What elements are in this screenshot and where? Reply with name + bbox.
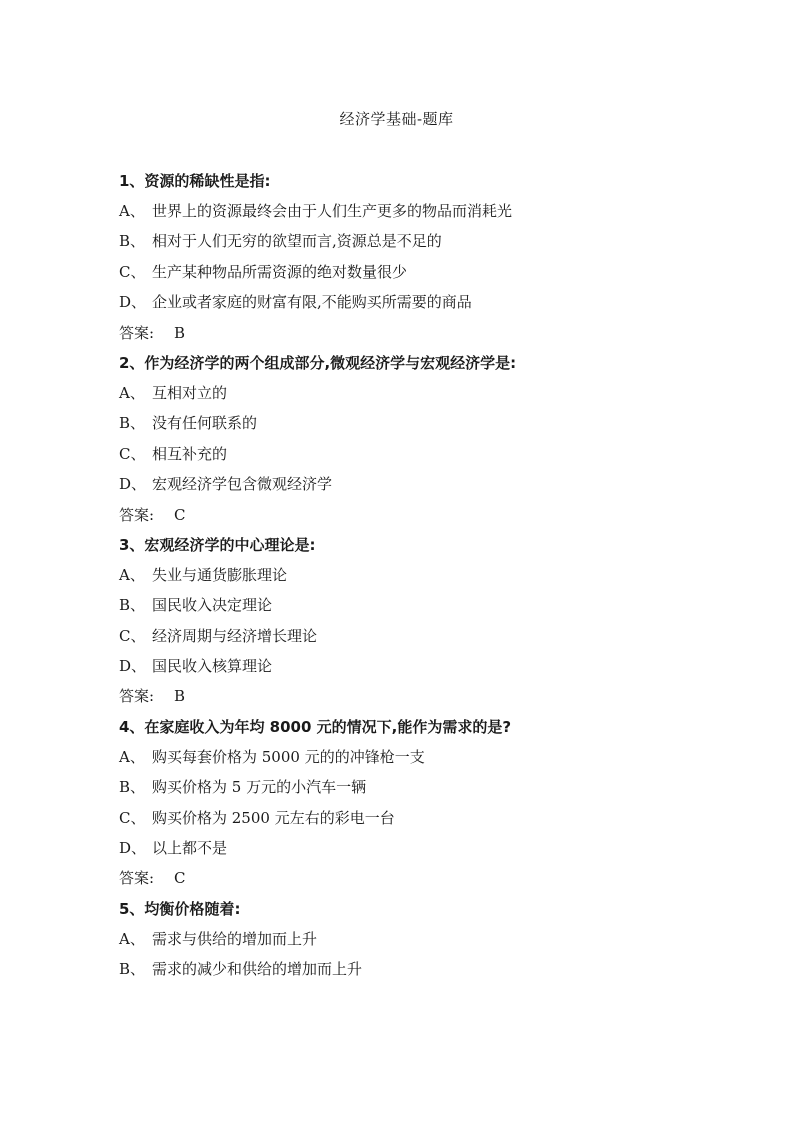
question-heading: 3、宏观经济学的中心理论是: (119, 535, 316, 554)
option-key: D、 (119, 839, 147, 858)
option-text: 宏观经济学包含微观经济学 (152, 475, 333, 494)
option-c (119, 261, 719, 283)
option-text: 相对于人们无穷的欲望而言,资源总是不足的 (152, 232, 442, 251)
option-key: A、 (119, 747, 145, 766)
option-b (119, 594, 719, 616)
option-text: 互相对立的 (152, 383, 228, 402)
option-text: 失业与通货膨胀理论 (152, 565, 288, 584)
option-key: A、 (119, 929, 145, 948)
question-2 (119, 352, 719, 526)
question-heading: 2、作为经济学的两个组成部分,微观经济学与宏观经济学是: (119, 353, 517, 372)
answer-line (119, 322, 719, 344)
option-text: 购买价格为 5 万元的小汽车一辆 (152, 778, 367, 797)
option-key: B、 (119, 414, 146, 433)
answer-line (119, 867, 719, 889)
option-c (119, 807, 719, 829)
option-key: C、 (119, 444, 146, 463)
option-a (119, 928, 719, 950)
page-title: 经济学基础-题库 (339, 110, 454, 128)
answer-label: 答案: (119, 505, 155, 524)
option-key: A、 (119, 565, 145, 584)
option-text: 生产某种物品所需资源的绝对数量很少 (152, 262, 408, 281)
question-list (119, 170, 719, 989)
option-key: B、 (119, 960, 146, 979)
option-text: 国民收入核算理论 (152, 657, 273, 676)
option-text: 企业或者家庭的财富有限,不能购买所需要的商品 (152, 293, 472, 312)
answer-value: B (174, 687, 186, 706)
question-heading: 4、在家庭收入为年均 8000 元的情况下,能作为需求的是? (119, 717, 512, 736)
option-a (119, 564, 719, 586)
question-4 (119, 716, 719, 890)
option-text: 购买每套价格为 5000 元的的冲锋枪一支 (152, 747, 425, 766)
answer-label: 答案: (119, 869, 155, 888)
answer-line (119, 504, 719, 526)
option-text: 以上都不是 (152, 839, 228, 858)
option-c (119, 625, 719, 647)
answer-value: C (174, 505, 186, 524)
question-3 (119, 534, 719, 708)
option-b (119, 412, 719, 434)
option-text: 购买价格为 2500 元左右的彩电一台 (152, 808, 395, 827)
option-key: C、 (119, 262, 146, 281)
option-key: D、 (119, 657, 147, 676)
answer-value: C (174, 869, 186, 888)
option-b (119, 958, 719, 980)
option-text: 相互补充的 (152, 444, 228, 463)
option-c (119, 443, 719, 465)
option-d (119, 837, 719, 859)
question-heading: 1、资源的稀缺性是指: (119, 172, 271, 190)
option-key: B、 (119, 778, 146, 797)
option-text: 需求与供给的增加而上升 (152, 929, 318, 948)
question-heading: 5、均衡价格随着: (119, 899, 241, 918)
option-a (119, 746, 719, 768)
option-key: B、 (119, 596, 146, 615)
option-text: 经济周期与经济增长理论 (152, 626, 318, 645)
option-text: 没有任何联系的 (152, 414, 258, 433)
option-text: 世界上的资源最终会由于人们生产更多的物品而消耗光 (152, 202, 513, 220)
question-1 (119, 170, 719, 344)
option-key: A、 (119, 202, 145, 220)
option-d (119, 655, 719, 677)
option-a (119, 200, 719, 222)
option-d (119, 473, 719, 495)
option-key: C、 (119, 626, 146, 645)
answer-value: B (174, 323, 186, 342)
answer-label: 答案: (119, 323, 155, 342)
option-b (119, 776, 719, 798)
answer-label: 答案: (119, 687, 155, 706)
option-key: A、 (119, 383, 145, 402)
option-d (119, 291, 719, 313)
option-key: B、 (119, 232, 146, 251)
option-text: 需求的减少和供给的增加而上升 (152, 960, 363, 979)
answer-line (119, 685, 719, 707)
question-5 (119, 898, 719, 980)
option-a (119, 382, 719, 404)
option-b (119, 230, 719, 252)
option-key: D、 (119, 475, 147, 494)
option-text: 国民收入决定理论 (152, 596, 273, 615)
option-key: D、 (119, 293, 147, 312)
option-key: C、 (119, 808, 146, 827)
